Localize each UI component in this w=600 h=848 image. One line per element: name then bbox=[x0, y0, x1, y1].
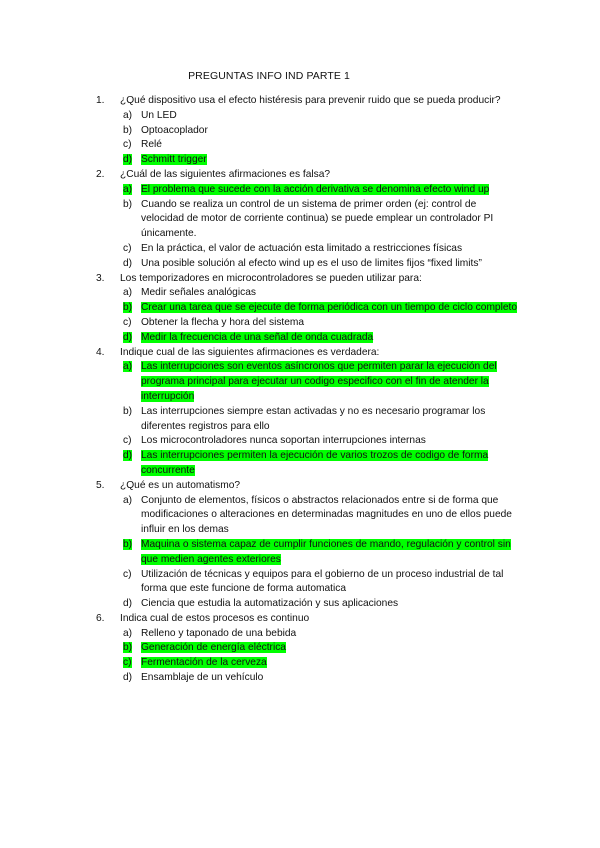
answer-option bbox=[123, 597, 521, 612]
option-text: Ensamblaje de un vehículo bbox=[141, 672, 264, 684]
answer-option bbox=[123, 242, 521, 257]
answer-highlight: Las interrupciones permiten la ejecución de varios trozos de codigo de forma concurrente bbox=[141, 450, 489, 476]
answer-option bbox=[123, 494, 521, 538]
option-text bbox=[141, 153, 521, 168]
option-letter: a) bbox=[123, 627, 133, 639]
answer-option bbox=[123, 286, 521, 301]
option-text bbox=[141, 360, 521, 404]
question bbox=[96, 479, 521, 494]
question-number: 3. bbox=[96, 272, 105, 284]
option-text bbox=[141, 641, 521, 656]
option-letter: d) bbox=[123, 598, 133, 610]
question-number: 1. bbox=[96, 95, 105, 106]
option-text: Medir señales analógicas bbox=[141, 287, 256, 299]
option-text: Relé bbox=[141, 139, 162, 151]
document-title: PREGUNTAS INFO IND PARTE 1 bbox=[188, 70, 350, 82]
question bbox=[96, 612, 521, 627]
option-letter: c) bbox=[123, 568, 132, 580]
answer-highlight: Schmitt trigger bbox=[141, 154, 207, 166]
answer-option bbox=[123, 124, 521, 139]
answer-highlight: Fermentación de la cerveza bbox=[141, 657, 267, 669]
option-letter: d) bbox=[123, 331, 133, 343]
option-letter: b) bbox=[123, 405, 133, 417]
option-letter: a) bbox=[123, 183, 133, 195]
option-letter: a) bbox=[123, 494, 133, 506]
question-text: ¿Cuál de las siguientes afirmaciones es falsa? bbox=[120, 168, 331, 180]
answer-option bbox=[123, 671, 521, 686]
option-letter: b) bbox=[123, 642, 133, 654]
answer-option bbox=[123, 405, 521, 435]
option-letter: d) bbox=[123, 450, 133, 462]
question-text: Los temporizadores en microcontroladores se pueden utilizar para: bbox=[120, 272, 422, 284]
option-letter: c) bbox=[123, 657, 132, 669]
option-letter: b) bbox=[123, 538, 133, 550]
option-letter: c) bbox=[123, 316, 132, 328]
option-letter: b) bbox=[123, 198, 133, 210]
question bbox=[96, 346, 521, 361]
answer-option bbox=[123, 331, 521, 346]
option-text bbox=[141, 656, 521, 671]
answer-option bbox=[123, 301, 521, 316]
question bbox=[96, 94, 521, 109]
option-text bbox=[141, 449, 521, 479]
answer-option bbox=[123, 538, 521, 568]
option-letter: c) bbox=[123, 139, 132, 151]
option-letter: b) bbox=[123, 302, 133, 314]
option-text bbox=[141, 538, 521, 568]
answer-option bbox=[123, 434, 521, 449]
answer-option bbox=[123, 153, 521, 168]
option-text bbox=[141, 331, 521, 346]
option-text: Los microcontroladores nunca soportan interrupciones internas bbox=[141, 435, 426, 447]
option-text: Conjunto de elementos, físicos o abstractos relacionados entre si de forma que modificaciones o alteraciones en determinadas magnitudes en uno de ellos puede influir en los demas bbox=[141, 494, 512, 536]
option-text: Optoacoplador bbox=[141, 124, 208, 136]
question bbox=[96, 272, 521, 287]
option-text: Un LED bbox=[141, 109, 177, 121]
option-text: Las interrupciones siempre estan activadas y no es necesario programar los diferentes registros para ello bbox=[141, 405, 486, 432]
answer-highlight: Medir la frecuencia de una señal de onda cuadrada bbox=[141, 331, 374, 343]
option-letter: c) bbox=[123, 435, 132, 447]
option-text bbox=[141, 183, 521, 198]
answer-highlight: Crear una tarea que se ejecute de forma periódica con un tiempo de ciclo completo bbox=[141, 302, 518, 314]
option-text: Obtener la flecha y hora del sistema bbox=[141, 316, 305, 328]
question-number: 4. bbox=[96, 346, 105, 358]
option-letter: a) bbox=[123, 109, 133, 121]
answer-option bbox=[123, 449, 521, 479]
option-text: En la práctica, el valor de actuación esta limitado a restricciones físicas bbox=[141, 242, 463, 254]
question-text: Indique cual de las siguientes afirmaciones es verdadera: bbox=[120, 346, 380, 358]
question-number: 5. bbox=[96, 479, 105, 491]
question-text: Indica cual de estos procesos es continuo bbox=[120, 612, 310, 624]
option-text bbox=[141, 301, 521, 316]
answer-option bbox=[123, 656, 521, 671]
question-text: ¿Qué es un automatismo? bbox=[120, 479, 241, 491]
question-number: 6. bbox=[96, 612, 105, 624]
option-text: Una posible solución al efecto wind up es el uso de limites fijos “fixed limits” bbox=[141, 257, 482, 269]
answer-option bbox=[123, 627, 521, 642]
answer-option bbox=[123, 568, 521, 598]
answer-highlight: Maquina o sistema capaz de cumplir funciones de mando, regulación y control sin que medien agentes exteriores bbox=[141, 538, 511, 565]
option-letter: d) bbox=[123, 672, 133, 684]
question-list bbox=[96, 94, 521, 686]
question-text: ¿Qué dispositivo usa el efecto histéresis para prevenir ruido que se pueda producir? bbox=[120, 95, 501, 106]
option-letter: a) bbox=[123, 361, 133, 373]
option-letter: b) bbox=[123, 124, 133, 136]
question-number: 2. bbox=[96, 168, 105, 180]
answer-option bbox=[123, 138, 521, 153]
option-letter: d) bbox=[123, 257, 133, 269]
option-letter: a) bbox=[123, 287, 133, 299]
answer-option bbox=[123, 316, 521, 331]
answer-option bbox=[123, 183, 521, 198]
answer-highlight: Las interrupciones son eventos asíncronos que permiten parar la ejecución del programa principal para ejecutar un codigo especifico con el fin de atender la interrupción bbox=[141, 361, 497, 402]
answer-highlight: Generación de energía eléctrica bbox=[141, 642, 286, 654]
answer-option bbox=[123, 198, 521, 242]
answer-option bbox=[123, 641, 521, 656]
option-letter: c) bbox=[123, 242, 132, 254]
option-text: Ciencia que estudia la automatización y sus aplicaciones bbox=[141, 598, 399, 610]
option-letter: d) bbox=[123, 154, 133, 166]
answer-option bbox=[123, 360, 521, 404]
answer-option bbox=[123, 257, 521, 272]
answer-highlight: El problema que sucede con la acción derivativa se denomina efecto wind up bbox=[141, 183, 490, 195]
option-text: Relleno y taponado de una bebida bbox=[141, 627, 297, 639]
option-text: Cuando se realiza un control de un sistema de primer orden (ej: control de velocidad de motor de corriente continua) se puede emplear un controlador PI únicamente. bbox=[141, 198, 494, 240]
option-text: Utilización de técnicas y equipos para el gobierno de un proceso industrial de tal forma que este funcione de forma automatica bbox=[141, 568, 504, 595]
question bbox=[96, 168, 521, 183]
answer-option bbox=[123, 109, 521, 124]
